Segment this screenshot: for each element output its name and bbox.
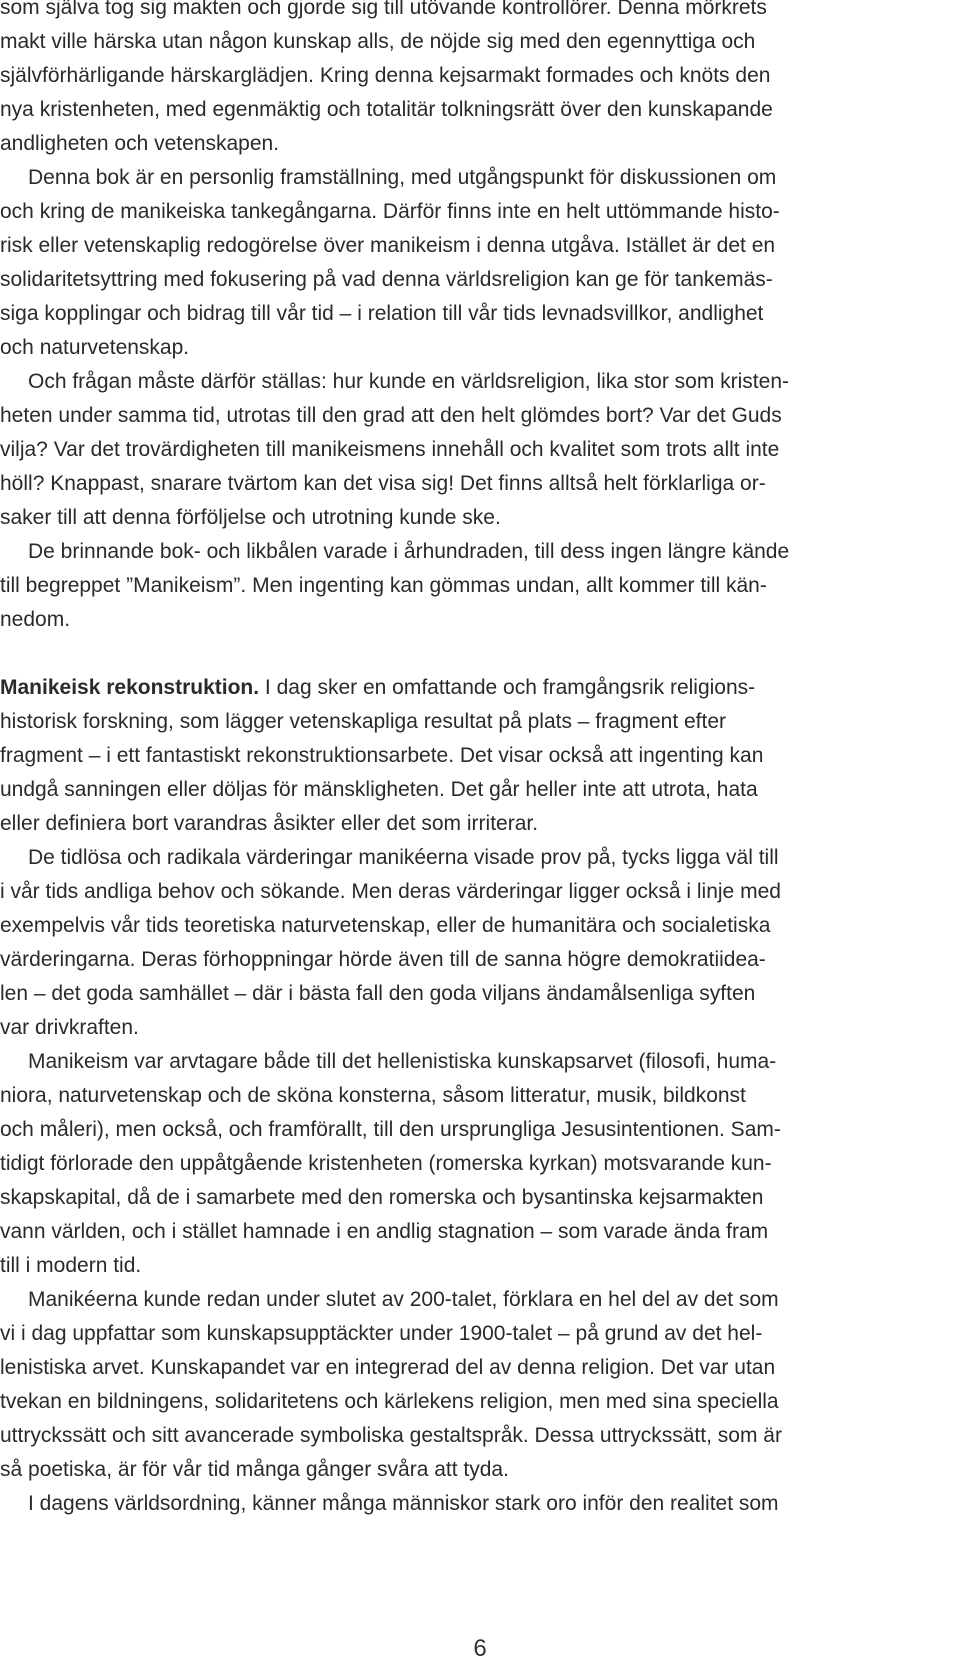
text-line: undgå sanningen eller döljas för mänskligheten. Det går heller inte att utrota, hata (0, 778, 758, 801)
text-line: siga kopplingar och bidrag till vår tid – i relation till vår tids levnadsvillkor, andlighet (0, 302, 764, 325)
text-line: till i modern tid. (0, 1254, 142, 1277)
section-heading-line (0, 672, 755, 704)
text-line: vi i dag uppfattar som kunskapsupptäckter under 1900-talet – på grund av det hel- (0, 1322, 763, 1345)
text-line: skapskapital, då de i samarbete med den romerska och bysantinska kejsarmakten (0, 1186, 764, 1209)
text-line: som själva tog sig makten och gjorde sig till utövande kontrollörer. Denna mörkrets (0, 0, 767, 19)
text-line: eller definiera bort varandras åsikter eller det som irriterar. (0, 812, 539, 835)
text-line: till begreppet ”Manikeism”. Men ingenting kan gömmas undan, allt kommer till kän- (0, 574, 767, 597)
text-line: höll? Knappast, snarare tvärtom kan det visa sig! Det finns alltså helt förklarliga or- (0, 472, 766, 495)
text-line: var drivkraften. (0, 1016, 139, 1039)
text-line: exempelvis vår tids teoretiska naturvetenskap, eller de humanitära och socialetiska (0, 914, 771, 937)
page-number: 6 (473, 1635, 487, 1662)
text-line: värderingarna. Deras förhoppningar hörde även till de sanna högre demokratiidea- (0, 948, 766, 971)
text-line: niora, naturvetenskap och de sköna konsterna, såsom litteratur, musik, bildkonst (0, 1084, 746, 1107)
text-line: Manikéerna kunde redan under slutet av 200-talet, förklara en hel del av det som (28, 1288, 779, 1311)
text-line: solidaritetsyttring med fokusering på vad denna världsreligion kan ge för tankemäs- (0, 268, 773, 291)
text-line: och naturvetenskap. (0, 336, 190, 359)
text-line: lenistiska arvet. Kunskapandet var en integrerad del av denna religion. Det var utan (0, 1356, 776, 1379)
text-line: vann världen, och i stället hamnade i en andlig stagnation – som varade ända fram (0, 1220, 769, 1243)
text-line: heten under samma tid, utrotas till den grad att den helt glömdes bort? Var det Guds (0, 404, 782, 427)
section-heading-tail: I dag sker en omfattande och framgångsrik religions- (259, 676, 756, 699)
text-line: Och frågan måste därför ställas: hur kunde en världsreligion, lika stor som kristen- (28, 370, 789, 393)
text-line: saker till att denna förföljelse och utrotning kunde ske. (0, 506, 501, 529)
text-line: fragment – i ett fantastiskt rekonstruktionsarbete. Det visar också att ingenting kan (0, 744, 764, 767)
text-line: i vår tids andliga behov och sökande. Men deras värderingar ligger också i linje med (0, 880, 781, 903)
text-line: De brinnande bok- och likbålen varade i århundraden, till dess ingen längre kände (28, 540, 790, 563)
text-line: så poetiska, är för vår tid många gånger svåra att tyda. (0, 1458, 509, 1481)
text-line: Manikeism var arvtagare både till det hellenistiska kunskapsarvet (filosofi, huma- (28, 1050, 777, 1073)
text-line: nedom. (0, 608, 71, 631)
text-line: uttryckssätt och sitt avancerade symboliska gestaltspråk. Dessa uttryckssätt, som är (0, 1424, 782, 1447)
text-line: tidigt förlorade den uppåtgående kristenheten (romerska kyrkan) motsvarande kun- (0, 1152, 772, 1175)
text-line: I dagens världsordning, känner många människor stark oro inför den realitet som (28, 1492, 779, 1515)
text-line: len – det goda samhället – där i bästa fall den goda viljans ändamålsenliga syften (0, 982, 756, 1005)
text-line: nya kristenheten, med egenmäktig och totalitär tolkningsrätt över den kunskapande (0, 98, 773, 121)
text-line: Denna bok är en personlig framställning, med utgångspunkt för diskussionen om (28, 166, 777, 189)
text-line: självförhärligande härskarglädjen. Kring denna kejsarmakt formades och knöts den (0, 64, 771, 87)
text-line: andligheten och vetenskapen. (0, 132, 280, 155)
text-line: makt ville härska utan någon kunskap alls, de nöjde sig med den egennyttiga och (0, 30, 756, 53)
text-line: De tidlösa och radikala värderingar manikéerna visade prov på, tycks ligga väl till (28, 846, 779, 869)
text-line: och måleri), men också, och framförallt, till den ursprungliga Jesusintentionen. Sam- (0, 1118, 781, 1141)
section-heading: Manikeisk rekonstruktion. (0, 676, 260, 699)
text-line: risk eller vetenskaplig redogörelse över manikeism i denna utgåva. Istället är det en (0, 234, 776, 257)
text-line: vilja? Var det trovärdigheten till manikeismens innehåll och kvalitet som trots allt inte (0, 438, 780, 461)
text-line: och kring de manikeiska tankegångarna. Därför finns inte en helt uttömmande histo- (0, 200, 780, 223)
text-line: tvekan en bildningens, solidaritetens och kärlekens religion, men med sina speciella (0, 1390, 779, 1413)
text-line: historisk forskning, som lägger vetenskapliga resultat på plats – fragment efter (0, 710, 727, 733)
